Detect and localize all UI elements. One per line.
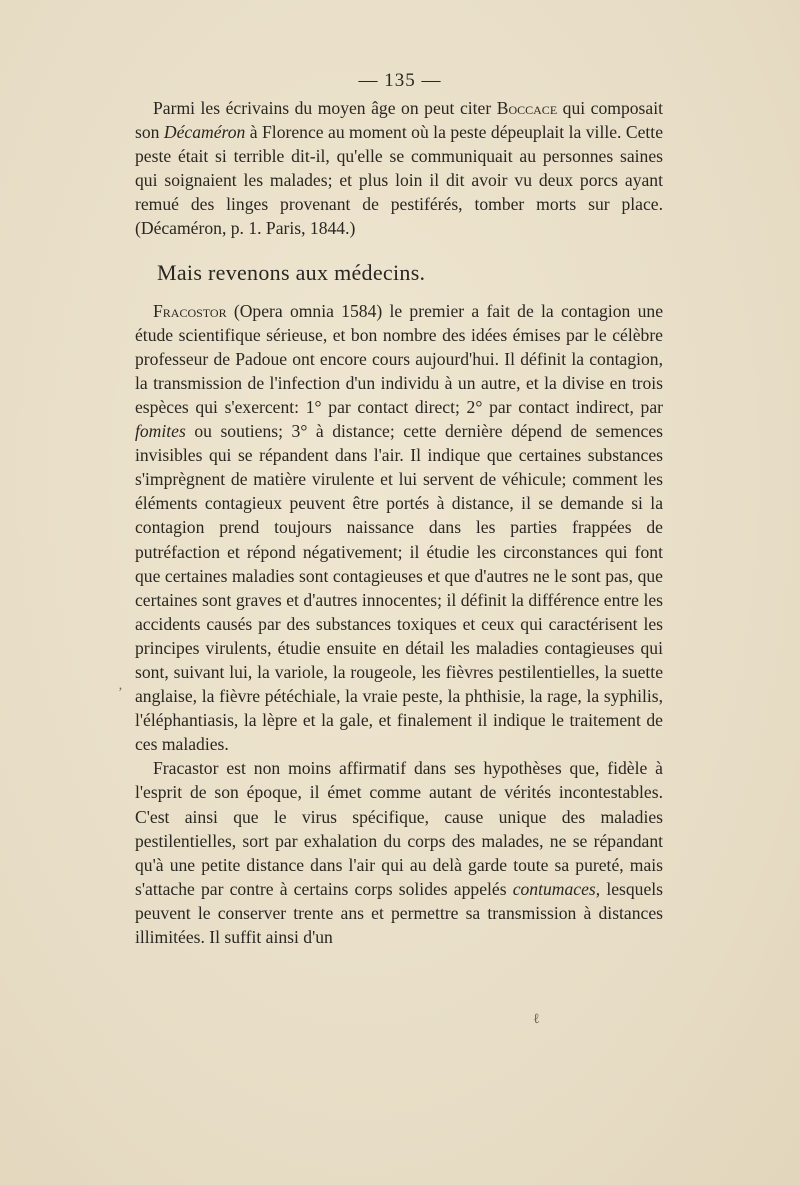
section-heading: Mais revenons aux médecins. xyxy=(157,259,426,285)
paragraph-fracostor xyxy=(135,299,663,757)
p3-text-start: Fracastor est non moins affirmatif dans ses hypothèses que, fidèle à l'esprit de son époque, il émet comme autant de vérités incontestables. C'est ainsi que le virus spécifique, cause unique des maladies pestilentielles, sort par exhalation du corps des malades, ne se répandant qu'à une petite distance dans l'air qui au delà garde toute sa pureté, mais s'attache par contre à certains corps solides appelés xyxy=(135,758,663,899)
author-boccace: Boccace xyxy=(496,98,558,118)
p2-text-start: (Opera omnia 1584) le premier a fait de la contagion une étude scientifique sérieuse, et bon nombre des idées émises par le célèbre professeur de Padoue ont encore cours aujourd'hui. Il définit la contagion, la transmission de l'infection d'un individu à un autre, et la divise en trois espèces qui s'exercent: 1° par contact direct; 2° par contact indirect, par xyxy=(135,300,663,417)
stray-mark: ℓ xyxy=(533,1012,540,1027)
paragraph-boccace xyxy=(135,96,663,241)
p3-text-end: , lesquels peuvent le conserver trente ans et permettre sa transmission à distances illimitées. Il suffit ainsi d'un xyxy=(135,878,663,947)
term-contumaces: contumaces xyxy=(512,878,596,899)
term-fomites: fomites xyxy=(135,421,186,442)
p1-text-mid: qui composait son xyxy=(135,98,663,143)
body-text xyxy=(135,96,663,949)
page-number: — 135 — xyxy=(358,70,442,91)
author-fracostor: Fracostor xyxy=(153,300,227,321)
margin-mark: ‚ xyxy=(118,678,123,693)
p2-text-end: ou soutiens; 3° à distance; cette dernière dépend de semences invisibles qui se répandent dans l'air. Il indique que certaines substances s'imprègnent de matière virulente et lui servent de véhicule; comment les éléments contagieux peuvent être portés à distance, il se demande si la contagion prend toujours naissance dans les parties frappées de putréfaction et répond négativement; il étudie les circonstances qui font que certaines maladies sont contagieuses et que d'autres ne le sont pas, que certaines sont graves et d'autres innocentes; il définit la différence entre les accidents causés par des substances toxiques et ceux qui caractérisent les principes virulents, étudie ensuite en détail les maladies contagieuses qui sont, suivant lui, la variole, la rougeole, les fièvres pestilentielles, la suette anglaise, la fièvre pétéchiale, la vraie peste, la phthisie, la rage, la syphilis, l'éléphantiasis, la lèpre et la gale, et finalement il indique le traitement de ces maladies. xyxy=(135,421,663,755)
book-title-decameron: Décaméron xyxy=(163,122,246,143)
paragraph-fracastor-hypotheses xyxy=(135,756,663,949)
p1-text-start: Parmi les écrivains du moyen âge on peut citer xyxy=(153,98,497,118)
p1-text-end: à Florence au moment où la peste dépeuplait la ville. Cette peste était si terrible dit-il, qu'elle se communiquait au personnes saines qui soignaient les malades; et plus loin il dit avoir vu deux porcs ayant remué des linges provenant de pestiférés, tomber morts sur place. (Décaméron, p. 1. Paris, 1844.) xyxy=(135,122,663,239)
